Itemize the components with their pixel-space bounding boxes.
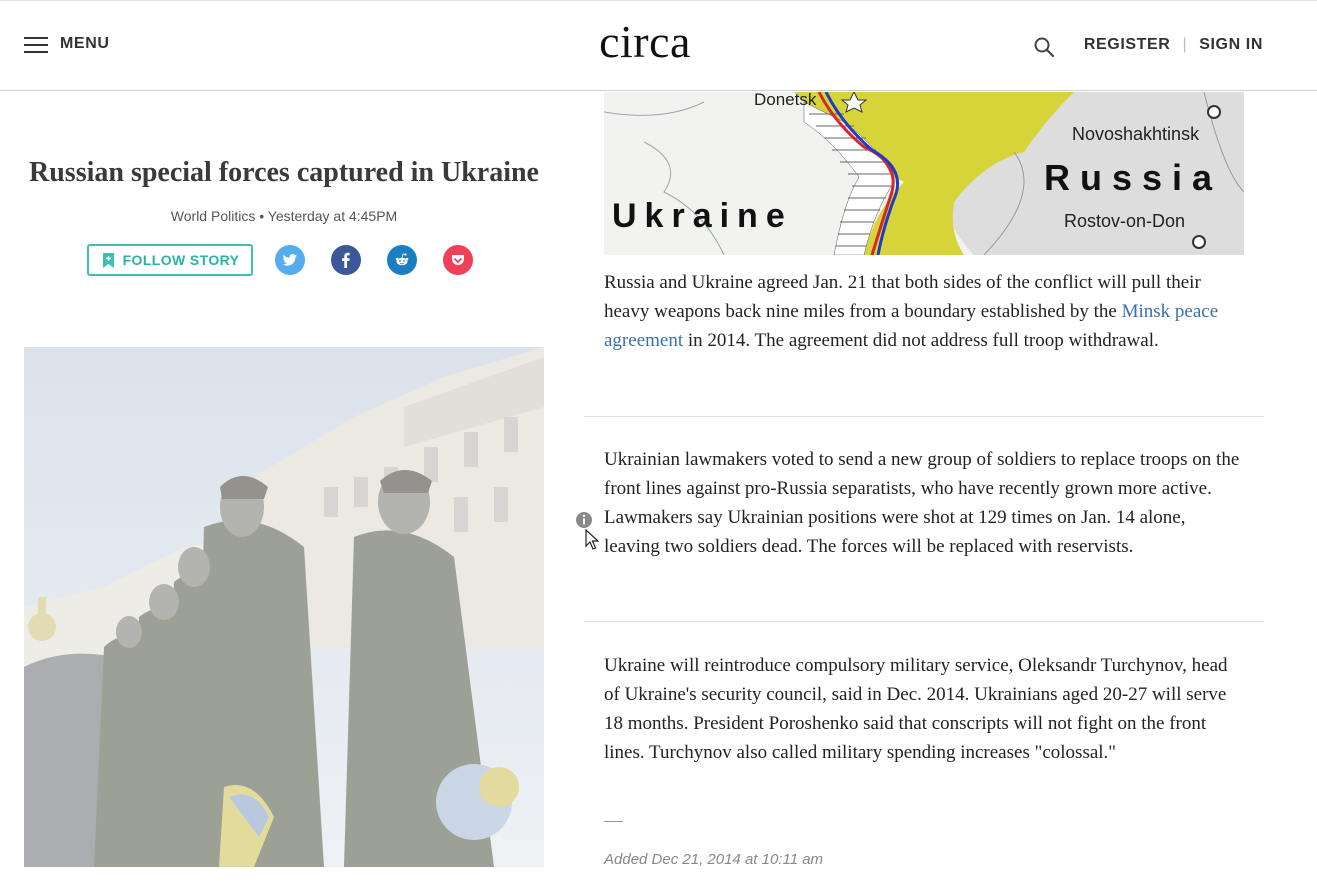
share-twitter-button[interactable] <box>275 245 305 275</box>
bookmark-plus-icon <box>103 253 114 268</box>
pocket-icon <box>450 252 466 268</box>
top-nav-bar <box>0 0 1317 91</box>
update-paragraph-3: Ukraine will reintroduce compulsory military service, Oleksandr Turchynov, head of Ukraine's security council, said in Dec. 2014. Ukrainians aged 20-27 will serve 18 months. President Poroshenko said that conscripts will not fight on the front lines. Turchynov also called military spending increases "colossal." <box>604 655 1228 763</box>
story-photo <box>24 347 544 867</box>
share-reddit-button[interactable] <box>387 245 417 275</box>
update-divider <box>584 416 1264 417</box>
story-title: Russian special forces captured in Ukraine <box>29 157 539 188</box>
story-actions <box>24 244 544 276</box>
update-dash <box>604 821 623 822</box>
map-label-russia: Russia <box>1044 157 1223 198</box>
share-pocket-button[interactable] <box>443 245 473 275</box>
minsk-agreement-link[interactable]: Minsk peace agreement <box>604 301 1219 351</box>
meta-bullet: • <box>259 208 265 224</box>
auth-separator: | <box>1182 36 1188 53</box>
mouse-cursor-icon <box>585 529 599 551</box>
story-category[interactable]: World Politics <box>170 208 256 224</box>
facebook-icon <box>338 252 354 268</box>
twitter-icon <box>282 252 298 268</box>
update-paragraph-2: Ukrainian lawmakers voted to send a new group of soldiers to replace troops on the front lines against pro-Russia separatists, who have recently grown more active. Lawmakers say Ukrainian positions were shot at 129 times on Jan. 14 alone, leaving two soldiers dead. The forces will be replaced with reservists. <box>604 449 1240 557</box>
info-icon[interactable] <box>575 511 593 529</box>
sign-in-link[interactable]: SIGN IN <box>1199 36 1263 53</box>
register-link[interactable]: REGISTER <box>1083 36 1171 53</box>
share-facebook-button[interactable] <box>331 245 361 275</box>
reddit-icon <box>394 252 410 268</box>
search-icon[interactable] <box>1032 35 1056 59</box>
follow-story-button[interactable] <box>87 244 254 276</box>
hamburger-icon <box>24 35 48 53</box>
map-label-rostov: Rostov-on-Don <box>1064 211 1186 231</box>
update-paragraph-1: Russia and Ukraine agreed Jan. 21 that both sides of the conflict will pull their heavy weapons back nine miles from a boundary established by the Minsk peace agreement in 2014. The agreement did not address full troop withdrawal. <box>604 272 1219 351</box>
menu-button[interactable] <box>24 35 110 53</box>
map-label-donetsk: Donetsk <box>754 92 817 109</box>
follow-story-label: FOLLOW STORY <box>122 252 240 268</box>
story-time: Yesterday at 4:45PM <box>267 208 398 224</box>
site-logo[interactable]: circa <box>599 16 691 67</box>
menu-label: MENU <box>60 35 110 52</box>
auth-links <box>1084 36 1263 54</box>
update-timestamp: Added Dec 21, 2014 at 10:11 am <box>604 851 824 868</box>
map-label-novoshakhtinsk: Novoshakhtinsk <box>1072 124 1200 144</box>
story-meta <box>24 208 544 224</box>
story-sidebar <box>24 92 544 276</box>
region-map <box>604 92 1244 255</box>
update-divider <box>584 621 1264 622</box>
map-label-ukraine: Ukraine <box>612 197 793 235</box>
